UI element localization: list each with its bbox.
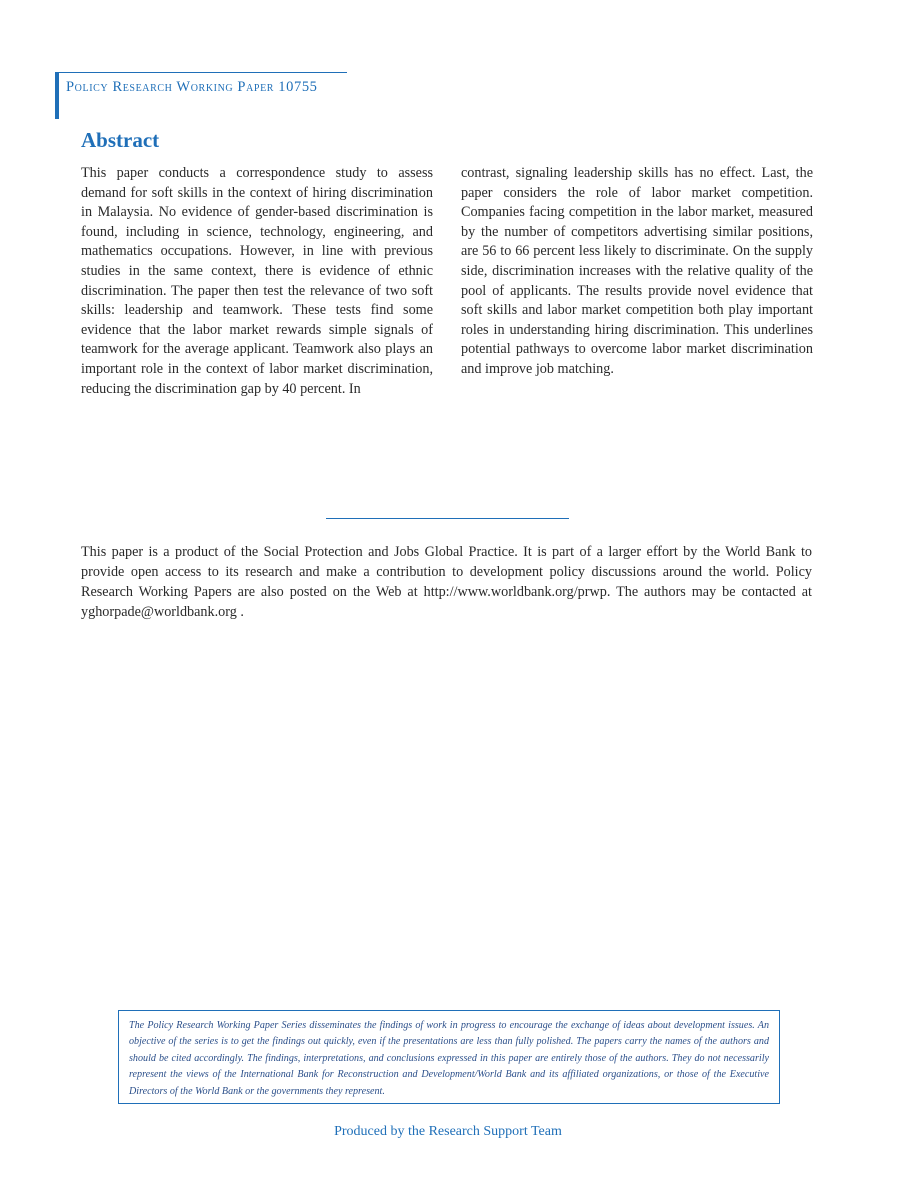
header-accent-bar — [55, 72, 59, 119]
abstract-column-right: contrast, signaling leadership skills has no effect. Last, the paper considers the role of labor market competition. Companies facing competition in the labor market, measured by the number of competitors advertising similar positions, are 56 to 66 percent less likely to discriminate. On the supply side, discrimination increases with the relative quality of the pool of applicants. The results provide novel evidence that soft skills and labor market competition both play important roles in understanding hiring discrimination. This underlines potential pathways to overcome labor market discrimination and improve job matching. — [461, 165, 813, 377]
product-note: This paper is a product of the Social Protection and Jobs Global Practice. It is part of a larger effort by the World Bank to provide open access to its research and make a contribution to development policy discussions around the world. Policy Research Working Papers are also posted on the Web at http://www.worldbank.org/prwp. The authors may be contacted at yghorpade@worldbank.org . — [81, 544, 812, 620]
abstract-heading: Abstract — [81, 128, 160, 152]
abstract-column-left: This paper conducts a correspondence study to assess demand for soft skills in the context of hiring discrimination in Malaysia. No evidence of gender-based discrimination is found, including in science, technology, engineering, and mathematics occupations. However, in line with previous studies in the same context, there is evidence of ethnic discrimination. The paper then test the relevance of two soft skills: leadership and teamwork. These tests find some evidence that the labor market rewards simple signals of teamwork for the average applicant. Teamwork also plays an important role in the context of labor market discrimination, reducing the discrimination gap by 40 percent. In — [81, 165, 433, 397]
section-divider — [326, 518, 569, 519]
disclaimer-box: The Policy Research Working Paper Series disseminates the findings of work in progress to encourage the exchange of ideas about development issues. An objective of the series is to get the findings out quickly, even if the presentations are less than fully polished. The papers carry the names of the authors and should be cited accordingly. The findings, interpretations, and conclusions expressed in this paper are entirely those of the authors. They do not necessarily represent the views of the International Bank for Reconstruction and Development/World Bank and its affiliated organizations, or those of the Executive Directors of the World Bank or the governments they represent. — [118, 1010, 780, 1104]
header-rule — [55, 72, 347, 73]
footer-credit: Produced by the Research Support Team — [334, 1124, 562, 1139]
series-title: Policy Research Working Paper 10755 — [66, 79, 318, 95]
